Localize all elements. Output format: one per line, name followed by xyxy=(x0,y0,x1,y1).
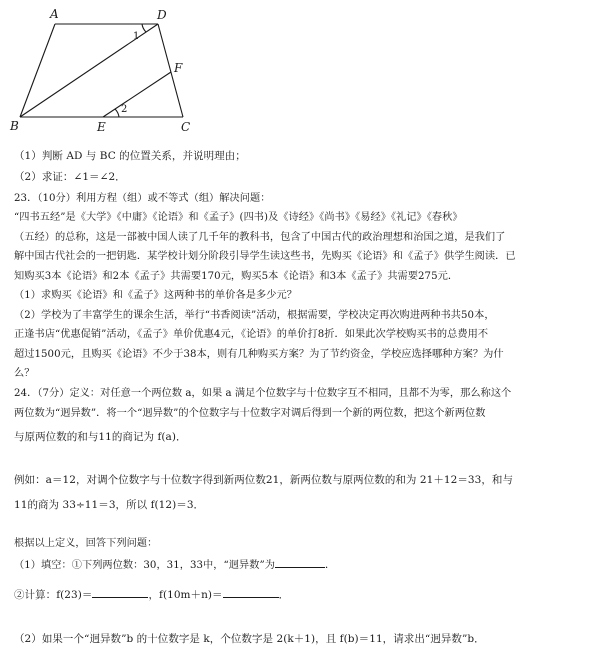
label-angle-1: 1 xyxy=(133,31,140,42)
q23-part2-line-2: 正逢书店“优惠促销”活动，《孟子》单价优惠4元，《论语》的单价打8折．如果此次学校购买书的总费用不 xyxy=(14,329,489,340)
label-F: F xyxy=(174,61,183,75)
q24-text-line-3: 与原两位数的和与11的商记为 f(a)． xyxy=(14,431,187,443)
label-A: A xyxy=(50,7,59,21)
q23-text-line-2: （五经）的总称，这是一部被中国人读了几千年的教科书，包含了中国古代的政治理想和治国之道，是我们了 xyxy=(14,232,506,243)
label-D: D xyxy=(157,8,167,22)
segment-BA xyxy=(20,24,55,117)
angle-1-arc xyxy=(142,24,146,32)
q23-text-line-4: 知购买3本《论语》和2本《孟子》共需要170元，购买5本《论语》和3本《孟子》共需要275元． xyxy=(14,271,459,282)
label-E: E xyxy=(97,120,106,134)
q23-text-line-3: 解中国古代社会的一把钥匙．某学校计划分阶段引导学生读这些书，先购买《论语》和《孟子》供学生阅读．已 xyxy=(14,251,516,262)
q24-text-line-2: 两位数为“迥异数”．将一个“迥异数”的个位数字与十位数字对调后得到一个新的两位数，把这个新两位数 xyxy=(14,408,486,419)
calc-text-1: ②计算：f(23)＝ xyxy=(14,589,93,601)
answer-blank-3[interactable] xyxy=(223,597,279,598)
answer-blank-2[interactable] xyxy=(92,597,148,598)
q23-part2-line-1: （2）学校为了丰富学生的课余生活，举行“书香阅读”活动，根据需要，学校决定再次购进两种书共50本， xyxy=(14,310,495,321)
q23-text-line-1: “四书五经”是《大学》《中庸》《论语》和《孟子》(四书)及《诗经》《尚书》《易经》《礼记》《春秋》 xyxy=(14,212,463,223)
calc-text-2: ，f(10m＋n)＝ xyxy=(148,589,223,601)
trapezoid-diagram xyxy=(8,4,208,139)
q24-example-line-2: 11的商为 33÷11＝3，所以 f(12)＝3． xyxy=(14,499,205,511)
calc-text-3: ． xyxy=(278,589,290,601)
q24-part2: （2）如果一个“迥异数”b 的十位数字是 k，个位数字是 2(k＋1)，且 f(b)＝11，请求出“迥异数”b． xyxy=(14,633,485,645)
label-angle-2: 2 xyxy=(121,104,128,115)
q24-heading-line-1: 24．（7分）定义：对任意一个两位数 a，如果 a 满足个位数字与十位数字互不相同，且都不为零，那么称这个 xyxy=(14,388,512,399)
q24-part1-text: （1）填空：①下列两位数：30，31，33中，“迥异数”为 xyxy=(14,560,275,571)
q24-example-line-1: 例如：a＝12，对调个位数字与十位数字得到新两位数21，新两位数与原两位数的和为 21＋12＝33，和与 xyxy=(14,474,513,486)
q23-heading: 23．（10分）利用方程（组）或不等式（组）解决问题： xyxy=(14,193,271,204)
label-B: B xyxy=(10,119,19,133)
q22-part1: （1）判断 AD 与 BC 的位置关系，并说明理由； xyxy=(14,150,246,162)
angle-2-arc xyxy=(115,109,119,117)
segment-EF xyxy=(103,72,171,117)
q22-part2: （2）求证：∠1＝∠2． xyxy=(14,171,126,183)
geometry-figure xyxy=(8,4,208,139)
q24-part1-fill xyxy=(14,559,606,572)
label-C: C xyxy=(181,120,191,134)
q24-part1-calc xyxy=(14,589,606,602)
q23-part1: （1）求购买《论语》和《孟子》这两种书的单价各是多少元？ xyxy=(14,290,297,301)
answer-blank-1[interactable] xyxy=(275,567,325,568)
q23-part2-line-4: 么？ xyxy=(14,368,35,379)
q24-part1-end: ． xyxy=(325,560,336,571)
q24-instruction: 根据以上定义，回答下列问题： xyxy=(14,538,158,549)
q23-part2-line-3: 超过1500元，且购买《论语》不少于38本，则有几种购买方案？为了节约资金，学校应选择哪种方案？为什 xyxy=(14,349,504,360)
